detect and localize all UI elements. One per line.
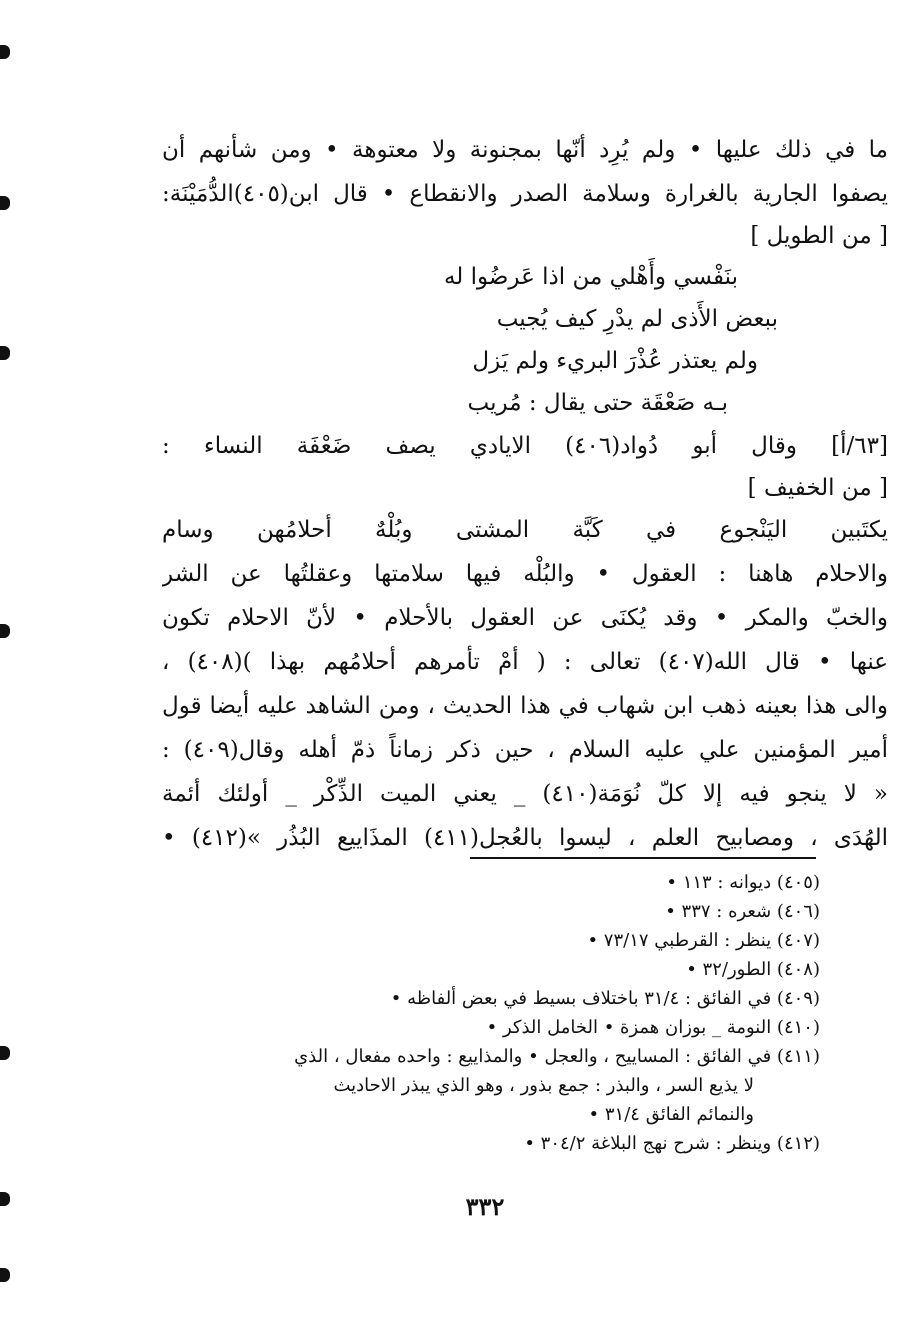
footnote: (٤٠٨) الطور/٣٢ • bbox=[686, 959, 820, 980]
meter-label: [ من الخفيف ] bbox=[747, 475, 888, 501]
binding-mark bbox=[0, 196, 10, 210]
footnote-continuation: لا يذيع السر ، والبذر : جمع بذور ، وهو الذي يبذر الاحاديث bbox=[333, 1075, 754, 1096]
text-line: والاحلام هاهنا : العقول • والبُلْه فيها سلامتها وعقلتُها عن الشر bbox=[162, 561, 888, 587]
binding-mark bbox=[0, 45, 10, 59]
footnote: (٤١٠) النومة _ بوزان همزة • الخامل الذكر • bbox=[486, 1017, 820, 1038]
footnote: (٤١١) في الفائق : المساييح ، والعجل • والمذاييع : واحده مفعال ، الذي bbox=[294, 1046, 820, 1067]
footnotes bbox=[180, 868, 820, 1158]
text-line: ما في ذلك عليها • ولم يُرِد أنّها بمجنونة ولا معتوهة • ومن شأنهم أن bbox=[162, 137, 888, 163]
text-line: عنها • قال الله(٤٠٧) تعالى : ( أمْ تأمرهم أحلامُهم بهذا )(٤٠٨) ، bbox=[162, 649, 888, 675]
verse-line: يكتَبين اليَنْجوع في كَبَّة المشتى وبُلْهٌ أحلامُهن وسام bbox=[162, 517, 888, 543]
verse-line: ببعض الأَذى لم يدْرِ كيف يُجيب bbox=[496, 306, 778, 332]
text-line: [٦٣/أ] وقال أبو دُواد(٤٠٦) الايادي يصف ضَعْفَة النساء : bbox=[162, 433, 888, 459]
footnote: (٤٠٥) ديوانه : ١١٣ • bbox=[666, 872, 820, 893]
text-line: والخبّ والمكر • وقد يُكنَى عن العقول بالأحلام • لأنّ الاحلام تكون bbox=[162, 605, 888, 631]
meter-label: [ من الطويل ] bbox=[750, 223, 888, 249]
footnote: (٤٠٦) شعره : ٣٣٧ • bbox=[665, 901, 820, 922]
binding-mark bbox=[0, 346, 10, 360]
footnote-continuation: والنمائم الفائق ٣١/٤ • bbox=[588, 1104, 754, 1125]
footnote: (٤٠٧) ينظر : القرطبي ٧٣/١٧ • bbox=[587, 930, 820, 951]
page-number: ٣٣٢ bbox=[465, 1192, 505, 1221]
text-line: الهُدَى ، ومصابيح العلم ، ليسوا بالعُجل(٤١١) المذَاييع البُذُر »(٤١٢) • bbox=[162, 825, 888, 851]
main-text bbox=[162, 128, 888, 860]
verse-line: بـه صَعْقَة حتى يقال : مُريب bbox=[467, 390, 728, 416]
footnote-divider bbox=[470, 857, 816, 859]
text-line: يصفوا الجارية بالغرارة وسلامة الصدر والانقطاع • قال ابن(٤٠٥)الدُّمَيْنَة: bbox=[162, 181, 888, 207]
text-line: أمير المؤمنين علي عليه السلام ، حين ذكر زماناً ذمّ أهله وقال(٤٠٩) : bbox=[162, 737, 888, 763]
binding-mark bbox=[0, 624, 10, 638]
verse-line: ولم يعتذر عُذْرَ البريء ولم يَزل bbox=[472, 348, 758, 374]
text-line: « لا ينجو فيه إلا كلّ نُوَمَة(٤١٠) _ يعني الميت الذِّكْر _ أولئك أئمة bbox=[162, 781, 888, 807]
binding-mark bbox=[0, 1046, 10, 1060]
footnote: (٤٠٩) في الفائق : ٣١/٤ باختلاف بسيط في بعض ألفاظه • bbox=[390, 988, 820, 1009]
verse-line: بنَفْسي وأَهْلي من اذا عَرضُوا له bbox=[443, 264, 738, 290]
text-line: والى هذا بعينه ذهب ابن شهاب في هذا الحديث ، ومن الشاهد عليه أيضا قول bbox=[162, 693, 888, 719]
footnote: (٤١٢) وينظر : شرح نهج البلاغة ٣٠٤/٢ • bbox=[524, 1133, 820, 1154]
binding-mark bbox=[0, 1192, 10, 1206]
binding-mark bbox=[0, 1268, 10, 1282]
